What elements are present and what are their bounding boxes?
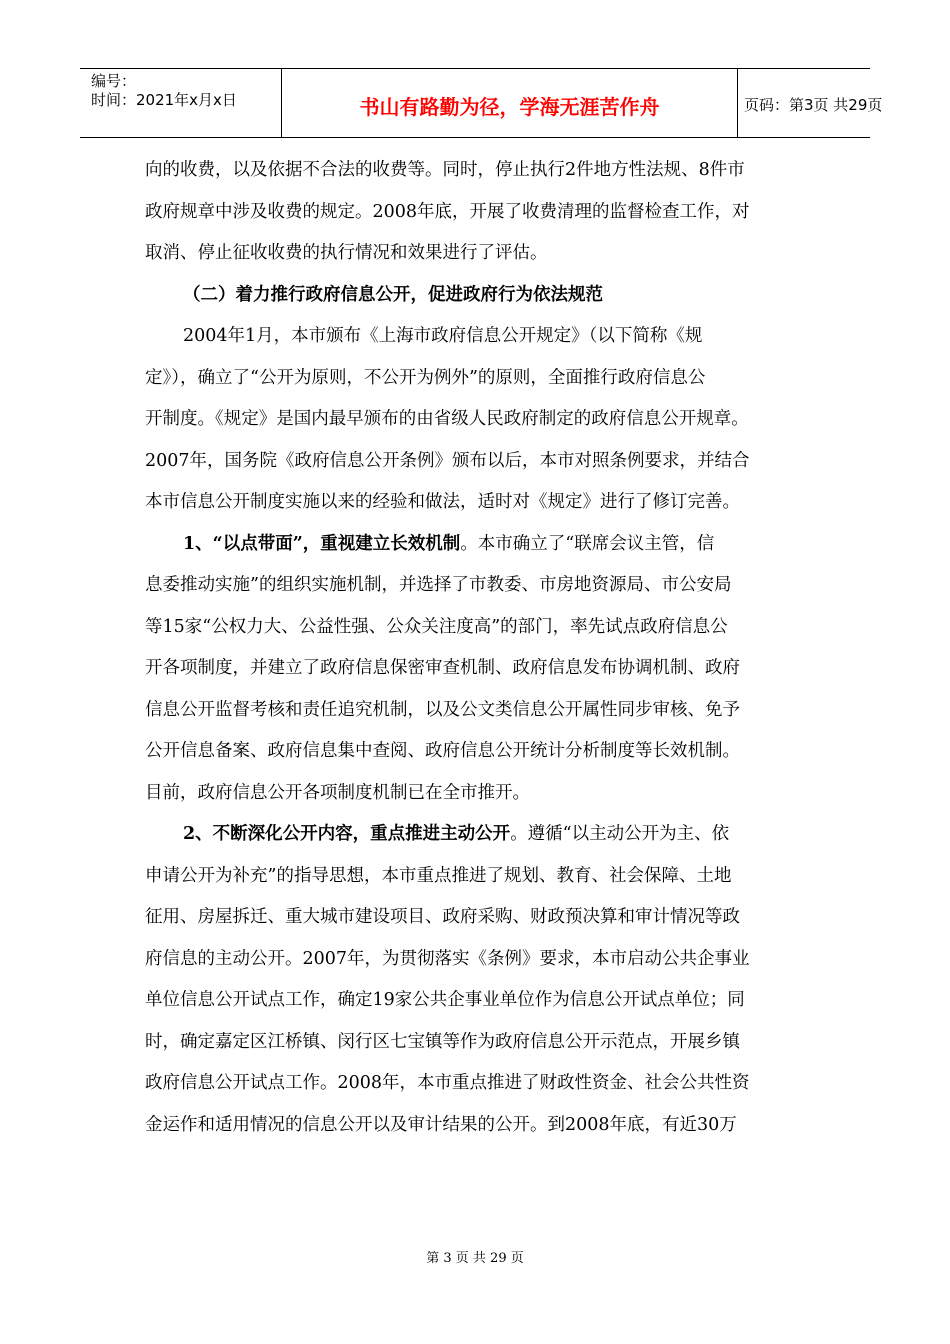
line-text: （二）着力推行政府信息公开，促进政府行为依法规范	[183, 284, 603, 305]
text-line	[145, 1105, 805, 1147]
line-text: 金运作和适用情况的信息公开以及审计结果的公开。到2008年底，有近30万	[145, 1114, 737, 1135]
text-line	[145, 233, 805, 275]
line-text: 征用、房屋拆迁、重大城市建设项目、政府采购、财政预决算和审计情况等政	[145, 907, 740, 927]
page-footer: 第 3 页 共 29 页	[426, 1251, 524, 1266]
text-line	[145, 731, 805, 773]
line-text: 定》），确立了“公开为原则，不公开为例外”的原则，全面推行政府信息公	[145, 367, 706, 388]
header-page-cell	[737, 69, 883, 137]
text-line	[145, 607, 805, 649]
text-line	[145, 524, 805, 566]
page-info: 页码：第3页 共29页	[744, 96, 883, 114]
text-line	[145, 192, 805, 234]
header-motto-cell	[281, 69, 738, 137]
line-text: 开制度。《规定》是国内最早颁布的由省级人民政府制定的政府信息公开规章。	[145, 409, 749, 429]
line-text: 目前，政府信息公开各项制度机制已在全市推开。	[145, 782, 530, 803]
line-text: 等15家“公权力大、公益性强、公众关注度高”的部门，率先试点政府信息公	[145, 616, 728, 637]
text-line	[145, 399, 805, 441]
line-text: 。本市确立了“联席会议主管，信	[460, 533, 715, 554]
line-text: 公开信息备案、政府信息集中查阅、政府信息公开统计分析制度等长效机制。	[145, 741, 740, 761]
document-body	[145, 150, 805, 1146]
text-line	[145, 150, 805, 192]
line-text: 开各项制度，并建立了政府信息保密审查机制、政府信息发布协调机制、政府	[145, 658, 740, 678]
header-meta-cell	[80, 69, 280, 137]
text-line	[145, 773, 805, 815]
text-line	[145, 939, 805, 981]
text-line	[145, 690, 805, 732]
text-line	[145, 814, 805, 856]
text-line	[145, 316, 805, 358]
line-text: 。遵循“以主动公开为主、依	[510, 824, 730, 844]
motto: 书山有路勤为径，学海无涯苦作舟	[359, 95, 660, 119]
line-text: 本市信息公开制度实施以来的经验和做法，适时对《规定》进行了修订完善。	[145, 492, 740, 512]
bold-heading: 2、不断深化公开内容，重点推进主动公开	[183, 824, 511, 844]
text-line	[145, 1022, 805, 1064]
text-line	[145, 648, 805, 690]
bold-heading: 1、“以点带面”，重视建立长效机制	[183, 533, 461, 554]
date-label: 时间：2021年x月x日	[91, 91, 237, 109]
number-label: 编号：	[91, 72, 137, 90]
line-text: 2007年，国务院《政府信息公开条例》颁布以后，本市对照条例要求，并结合	[145, 450, 750, 471]
text-line	[145, 275, 805, 317]
line-text: 息委推动实施”的组织实施机制，并选择了市教委、市房地资源局、市公安局	[145, 575, 732, 595]
text-line	[145, 482, 805, 524]
line-text: 政府信息公开试点工作。2008年，本市重点推进了财政性资金、社会公共性资	[145, 1073, 750, 1093]
text-line	[145, 856, 805, 898]
document-header	[80, 68, 883, 138]
line-text: 2004年1月，本市颁布《上海市政府信息公开规定》（以下简称《规	[183, 326, 703, 346]
text-line	[145, 980, 805, 1022]
line-text: 政府规章中涉及收费的规定。2008年底，开展了收费清理的监督检查工作，对	[145, 201, 750, 222]
text-line	[145, 897, 805, 939]
text-line	[145, 358, 805, 400]
line-text: 取消、停止征收收费的执行情况和效果进行了评估。	[145, 243, 548, 263]
text-line	[145, 1063, 805, 1105]
line-text: 单位信息公开试点工作，确定19家公共企事业单位作为信息公开试点单位；同	[145, 990, 745, 1010]
text-line	[145, 441, 805, 483]
line-text: 府信息的主动公开。2007年，为贯彻落实《条例》要求，本市启动公共企事业	[145, 948, 750, 969]
line-text: 申请公开为补充”的指导思想，本市重点推进了规划、教育、社会保障、土地	[145, 865, 732, 886]
line-text: 向的收费，以及依据不合法的收费等。同时，停止执行2件地方性法规、8件市	[145, 160, 745, 180]
line-text: 信息公开监督考核和责任追究机制，以及公文类信息公开属性同步审核、免予	[145, 699, 740, 720]
line-text: 时，确定嘉定区江桥镇、闵行区七宝镇等作为政府信息公开示范点，开展乡镇	[145, 1031, 740, 1052]
text-line	[145, 565, 805, 607]
